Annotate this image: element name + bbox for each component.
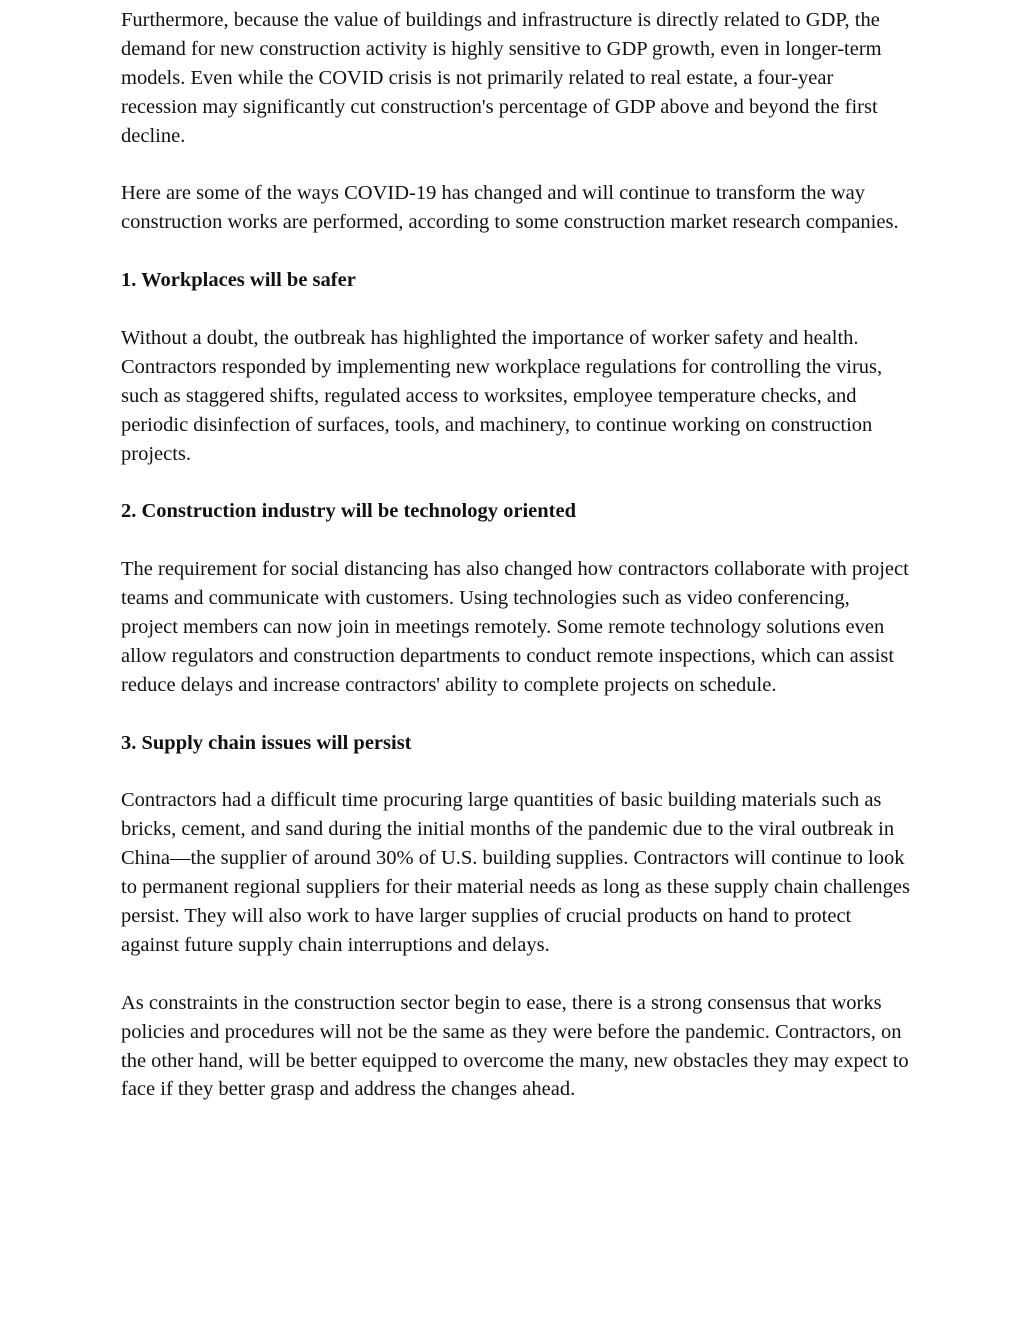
- paragraph-gdp-sensitivity: Furthermore, because the value of buildings and infrastructure is directly related to GDP, the demand for new construction activity is highly sensitive to GDP growth, even in longer-term models. Even while the COVID crisis is not primarily related to real estate, a four-year recession may significantly cut construction's percentage of GDP above and beyond the first decline.: [121, 9, 882, 147]
- heading-workplaces-safer: 1. Workplaces will be safer: [121, 269, 356, 292]
- document-body: [121, 6, 911, 1133]
- paragraph-worker-safety: Without a doubt, the outbreak has highlighted the importance of worker safety and health. Contractors responded by implementing new workplace regulations for controlling the virus, such as staggered shifts, regulated access to worksites, employee temperature checks, and periodic disinfection of surfaces, tools, and machinery, to continue working on construction projects.: [121, 326, 883, 465]
- paragraph-social-distancing: The requirement for social distancing has also changed how contractors collaborate with project teams and communicate with customers. Using technologies such as video conferencing, project members can now join in meetings remotely. Some remote technology solutions even allow regulators and construction departments to conduct remote inspections, which can assist reduce delays and increase contractors' ability to complete projects on schedule.: [121, 558, 909, 696]
- heading-technology-oriented: 2. Construction industry will be technology oriented: [121, 500, 576, 523]
- paragraph-supply-chain: Contractors had a difficult time procuring large quantities of basic building materials such as bricks, cement, and sand during the initial months of the pandemic due to the viral outbreak in China—the supplier of around 30% of U.S. building supplies. Contractors will continue to look to permanent regional suppliers for their material needs as long as these supply chain challenges persist. They will also work to have larger supplies of crucial products on hand to protect against future supply chain interruptions and delays.: [121, 789, 910, 956]
- paragraph-intro-list: Here are some of the ways COVID-19 has changed and will continue to transform the way construction works are performed, according to some construction market research companies.: [121, 182, 899, 234]
- heading-supply-chain: 3. Supply chain issues will persist: [121, 731, 412, 754]
- paragraph-conclusion: As constraints in the construction sector begin to ease, there is a strong consensus that works policies and procedures will not be the same as they were before the pandemic. Contractors, on the other hand, will be better equipped to overcome the many, new obstacles they may expect to face if they better grasp and address the changes ahead.: [121, 991, 909, 1101]
